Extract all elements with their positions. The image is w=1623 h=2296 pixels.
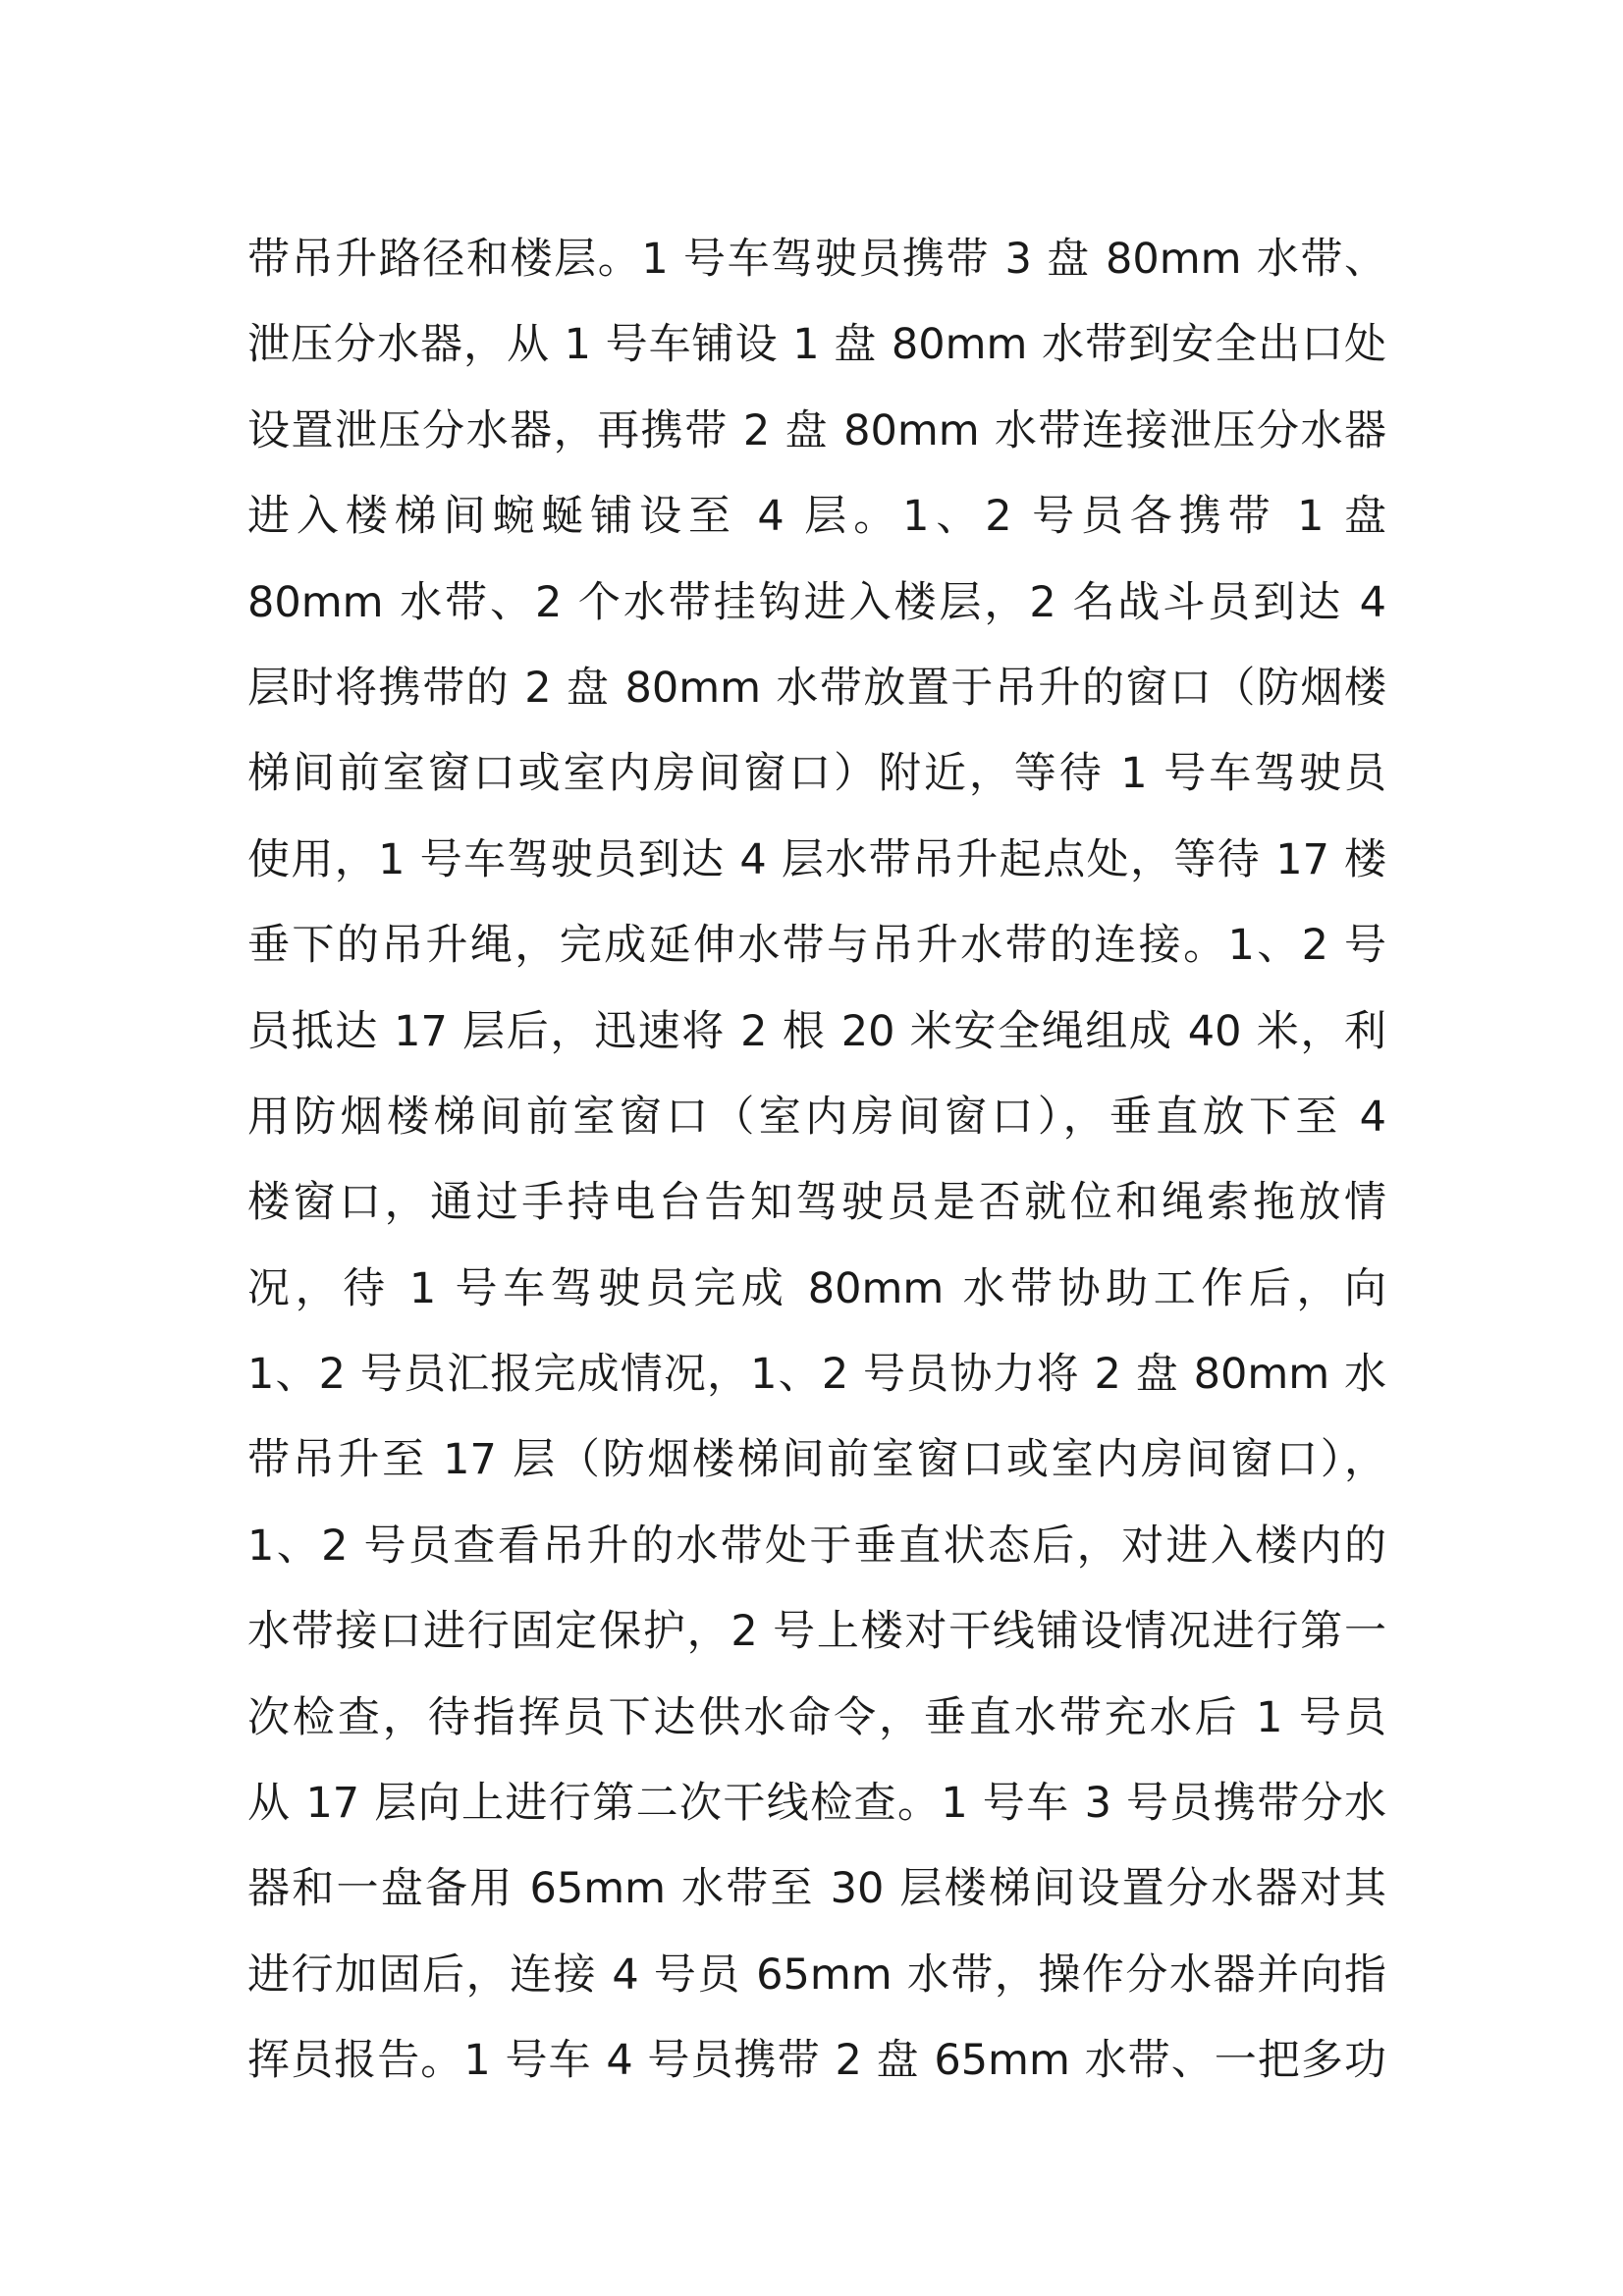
text-line: 带吊升至 17 层（防烟楼梯间前室窗口或室内房间窗口）， — [247, 1435, 1386, 1485]
text-line: 使用，1 号车驾驶员到达 4 层水带吊升起点处，等待 17 楼 — [247, 834, 1386, 884]
text-line: 进入楼梯间蜿蜒铺设至 4 层。1、2 号员各携带 1 盘 — [247, 492, 1386, 542]
text-line: 80mm 水带、2 个水带挂钩进入楼层，2 名战斗员到达 4 — [247, 577, 1386, 627]
text-line: 1、2 号员查看吊升的水带处于垂直状态后，对进入楼内的 — [247, 1521, 1386, 1571]
text-line: 用防烟楼梯间前室窗口（室内房间窗口），垂直放下至 4 — [247, 1092, 1386, 1142]
text-line: 设置泄压分水器，再携带 2 盘 80mm 水带连接泄压分水器 — [247, 405, 1386, 455]
text-line: 梯间前室窗口或室内房间窗口）附近，等待 1 号车驾驶员 — [247, 749, 1386, 799]
text-line: 挥员报告。1 号车 4 号员携带 2 盘 65mm 水带、一把多功 — [247, 2036, 1386, 2086]
text-line: 员抵达 17 层后，迅速将 2 根 20 米安全绳组成 40 米，利 — [247, 1006, 1386, 1056]
text-line: 进行加固后，连接 4 号员 65mm 水带，操作分水器并向指 — [247, 1949, 1386, 2000]
body-text — [247, 217, 1386, 2105]
text-line: 层时将携带的 2 盘 80mm 水带放置于吊升的窗口（防烟楼 — [247, 663, 1386, 713]
text-line: 垂下的吊升绳，完成延伸水带与吊升水带的连接。1、2 号 — [247, 921, 1386, 971]
text-line: 从 17 层向上进行第二次干线检查。1 号车 3 号员携带分水 — [247, 1779, 1386, 1829]
text-line: 泄压分水器，从 1 号车铺设 1 盘 80mm 水带到安全出口处 — [247, 320, 1386, 370]
text-line: 楼窗口，通过手持电台告知驾驶员是否就位和绳索拖放情 — [247, 1178, 1386, 1228]
text-line: 次检查，待指挥员下达供水命令，垂直水带充水后 1 号员 — [247, 1692, 1386, 1742]
text-line: 况，待 1 号车驾驶员完成 80mm 水带协助工作后，向 — [247, 1263, 1386, 1313]
text-line: 水带接口进行固定保护，2 号上楼对干线铺设情况进行第一 — [247, 1607, 1386, 1657]
text-line: 带吊升路径和楼层。1 号车驾驶员携带 3 盘 80mm 水带、 — [247, 235, 1386, 284]
text-line: 1、2 号员汇报完成情况，1、2 号员协力将 2 盘 80mm 水 — [247, 1350, 1386, 1400]
text-line: 器和一盘备用 65mm 水带至 30 层楼梯间设置分水器对其 — [247, 1864, 1386, 1914]
